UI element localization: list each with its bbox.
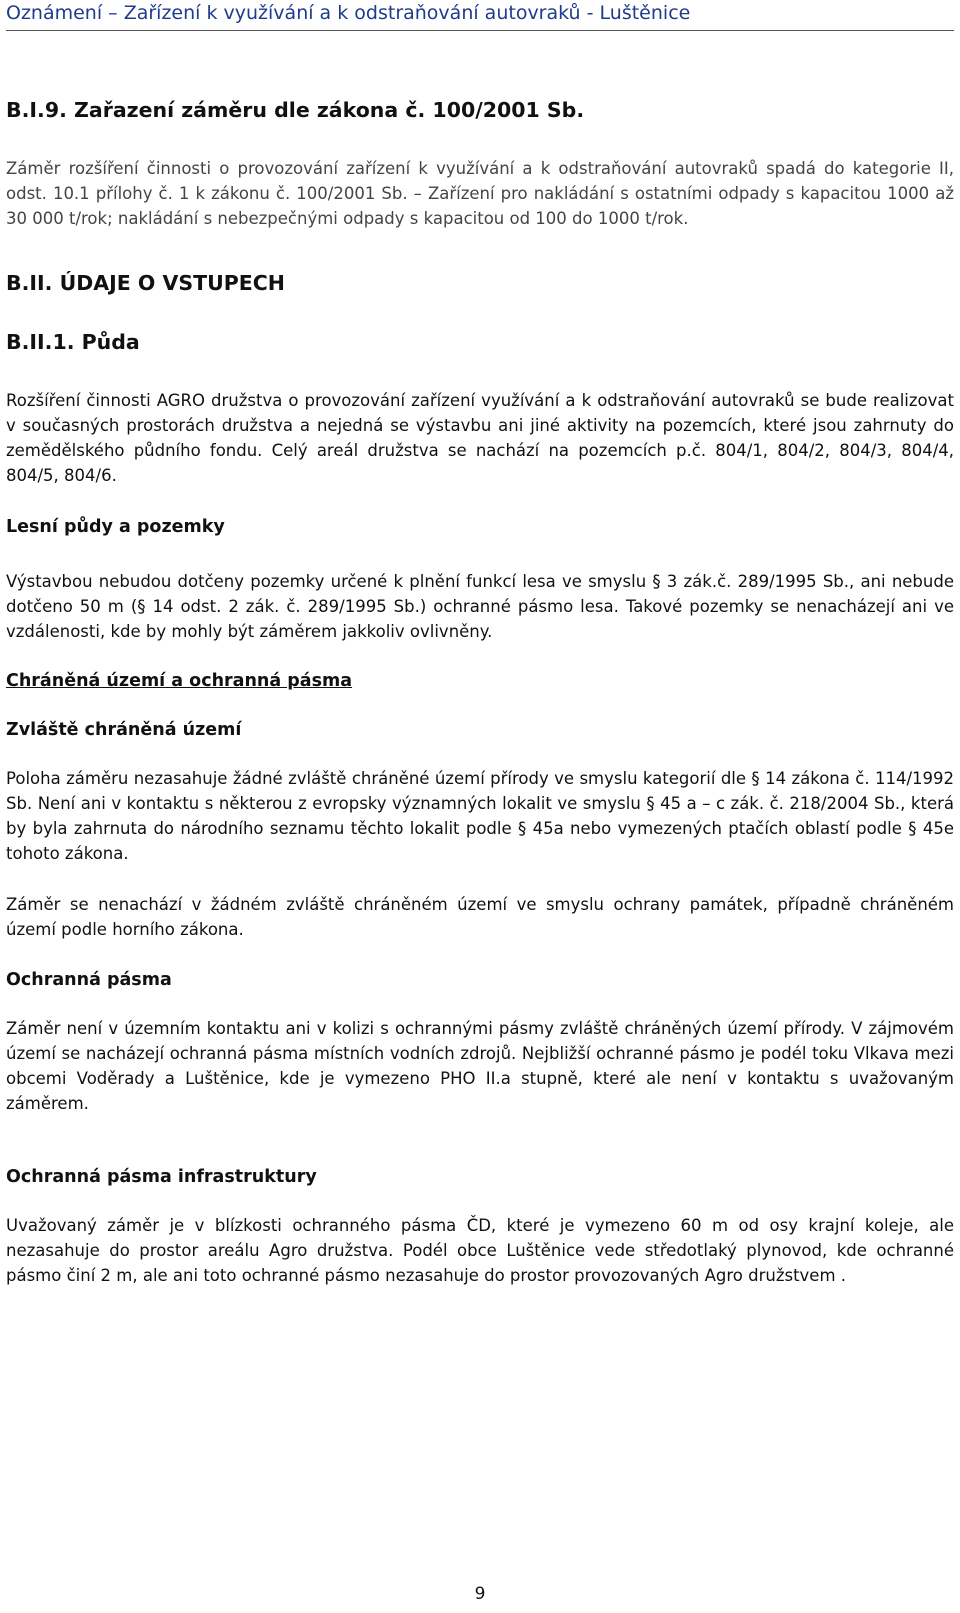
paragraph-b19: Záměr rozšíření činnosti o provozování zařízení k využívání a k odstraňování autovraků spadá do kategorie II, odst. 10.1 přílohy č. 1 k zákonu č. 100/2001 Sb. – Zařízení pro nakládání s ostatními odpady s kapacitou 1000 až 30 000 t/rok; nakládání s nebezpečnými odpady s kapacitou od 100 do 1000 t/rok. — [6, 159, 954, 228]
section-heading-b2: B.II. ÚDAJE O VSTUPECH — [6, 271, 285, 295]
paragraph-infra: Uvažovaný záměr je v blízkosti ochranného pásma ČD, které je vymezeno 60 m od osy krajní koleje, ale nezasahuje do prostor areálu Agro družstva. Podél obce Luštěnice vede středotlaký plynovod, kde ochranné pásmo činí 2 m, ale ani toto ochranné pásmo nezasahuje do prostor provozovaných Agro družstvem . — [6, 1216, 954, 1285]
subheading-lesni: Lesní půdy a pozemky — [6, 517, 225, 537]
section-heading-b21: B.II.1. Půda — [6, 330, 140, 354]
paragraph-ochranna: Záměr není v územním kontaktu ani v kolizi s ochrannými pásmy zvláště chráněných území přírody. V zájmovém území se nacházejí ochranná pásma místních vodních zdrojů. Nejbližší ochranné pásmo je podél toku Vlkava mezi obcemi Voděrady a Luštěnice, kde je vymezeno PHO II.a stupně, které ale není v kontaktu s uvažovaným záměrem. — [6, 1019, 954, 1113]
subheading-chranena: Chráněná území a ochranná pásma — [6, 671, 353, 691]
page-header — [6, 0, 954, 31]
paragraph-zvlaste-2: Záměr se nenachází v žádném zvláště chráněném území ve smyslu ochrany památek, případně chráněném území podle horního zákona. — [6, 895, 954, 939]
subheading-zvlaste: Zvláště chráněná území — [6, 720, 242, 740]
paragraph-zvlaste-1: Poloha záměru nezasahuje žádné zvláště chráněné území přírody ve smyslu kategorií dle § 14 zákona č. 114/1992 Sb. Není ani v kontaktu s některou z evropsky významných lokalit ve smyslu § 45 a – c zák. č. 218/2004 Sb., která by byla zahrnuta do národního seznamu těchto lokalit podle § 45a nebo vymezených ptačích oblastí podle § 45e tohoto zákona. — [6, 769, 954, 863]
paragraph-lesni: Výstavbou nebudou dotčeny pozemky určené k plnění funkcí lesa ve smyslu § 3 zák.č. 289/1995 Sb., ani nebude dotčeno 50 m (§ 14 odst. 2 zák. č. 289/1995 Sb.) ochranné pásmo lesa. Takové pozemky se nenacházejí ani ve vzdálenosti, kde by mohly být záměrem jakkoliv ovlivněny. — [6, 572, 954, 641]
section-heading-b19: B.I.9. Zařazení záměru dle zákona č. 100/2001 Sb. — [6, 98, 585, 122]
page-number: 9 — [474, 1584, 486, 1604]
subheading-infra: Ochranná pásma infrastruktury — [6, 1167, 317, 1187]
header-title: Oznámení – Zařízení k využívání a k odstraňování autovraků - Luštěnice — [6, 2, 691, 24]
document-body — [6, 95, 954, 1288]
paragraph-puda: Rozšíření činnosti AGRO družstva o provozování zařízení využívání a k odstraňování autovraků se bude realizovat v současných prostorách družstva a nejedná se výstavbu ani jiné aktivity na pozemcích, které jsou zahrnuty do zemědělského půdního fondu. Celý areál družstva se nachází na pozemcích p.č. 804/1, 804/2, 804/3, 804/4, 804/5, 804/6. — [6, 391, 954, 485]
subheading-ochranna: Ochranná pásma — [6, 970, 172, 990]
